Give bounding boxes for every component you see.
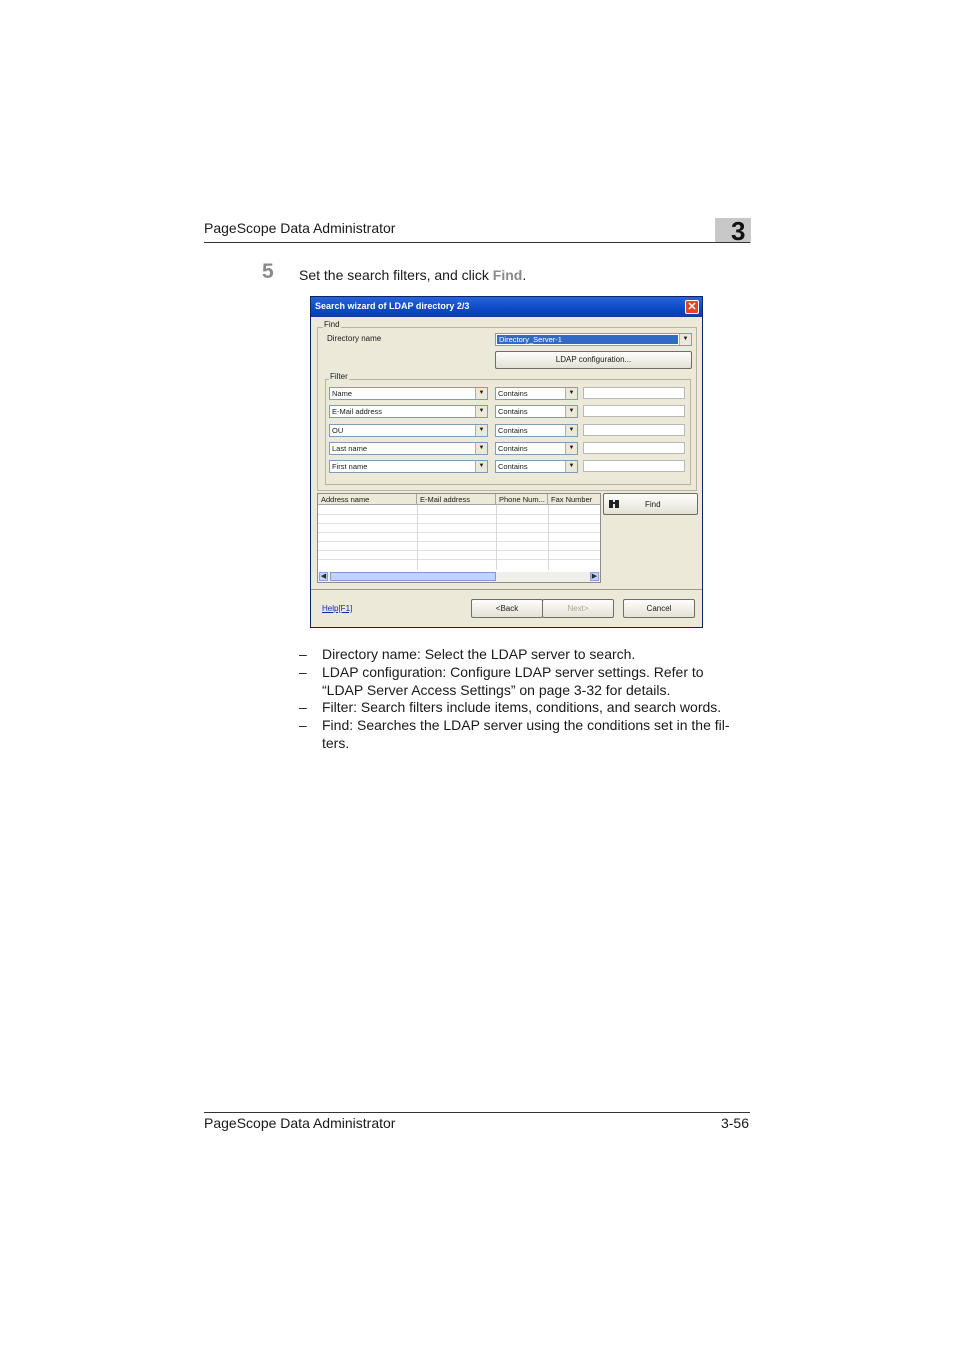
chevron-down-icon[interactable]: ▼ — [565, 443, 577, 454]
filter-item-value: Last name — [332, 444, 368, 453]
row-divider — [318, 532, 600, 533]
filter-condition-select[interactable] — [495, 405, 578, 418]
filter-condition-select[interactable] — [495, 460, 578, 473]
column-divider — [417, 505, 418, 570]
column-header[interactable]: Phone Num... — [496, 494, 548, 505]
back-button[interactable]: <Back — [471, 599, 543, 618]
bullet-dash: – — [299, 699, 307, 715]
filter-value-input[interactable] — [583, 405, 685, 417]
chevron-down-icon[interactable]: ▼ — [565, 388, 577, 399]
dialog-titlebar — [311, 297, 702, 317]
filter-condition-value: Contains — [498, 444, 528, 453]
step-find-keyword: Find — [492, 267, 523, 283]
filter-item-select[interactable] — [329, 424, 488, 437]
close-button[interactable]: ✕ — [685, 300, 699, 314]
scrollbar-thumb[interactable] — [330, 572, 496, 581]
footer-title: PageScope Data Administrator — [204, 1115, 396, 1131]
filter-item-select[interactable] — [329, 387, 488, 400]
filter-item-select[interactable] — [329, 405, 488, 418]
filter-condition-value: Contains — [498, 407, 528, 416]
column-header[interactable]: Address name — [318, 494, 417, 505]
scroll-left-icon[interactable]: ◀ — [320, 573, 327, 580]
bullet-text-continued: ters. — [322, 735, 350, 751]
bullet-dash: – — [299, 664, 307, 680]
chapter-number: 3 — [731, 216, 746, 246]
filter-condition-value: Contains — [498, 462, 528, 471]
dialog-title: Search wizard of LDAP directory 2/3 — [315, 301, 470, 311]
step-text-end: . — [522, 267, 527, 283]
dialog-separator — [311, 589, 702, 590]
header-title: PageScope Data Administrator — [204, 220, 396, 236]
chevron-down-icon[interactable]: ▼ — [565, 461, 577, 472]
filter-condition-select[interactable] — [495, 424, 578, 437]
row-divider — [318, 559, 600, 560]
footer-rule — [204, 1112, 750, 1113]
bullet-text: Find: Searches the LDAP server using the conditions set in the fil- — [322, 717, 730, 733]
filter-condition-select[interactable] — [495, 387, 578, 400]
filter-value-input[interactable] — [583, 424, 685, 436]
directory-name-label: Directory name — [327, 334, 382, 343]
row-divider — [318, 523, 600, 524]
filter-condition-select[interactable] — [495, 442, 578, 455]
bullet-text-continued: “LDAP Server Access Settings” on page 3-32 for details. — [322, 682, 671, 698]
chevron-down-icon[interactable]: ▼ — [565, 406, 577, 417]
chevron-down-icon[interactable]: ▼ — [475, 443, 487, 454]
column-header[interactable]: Fax Number — [548, 494, 600, 505]
filter-item-select[interactable] — [329, 442, 488, 455]
row-divider — [318, 550, 600, 551]
row-divider — [318, 541, 600, 542]
bullet-text: Directory name: Select the LDAP server to search. — [322, 646, 636, 662]
column-header[interactable]: E-Mail address — [417, 494, 496, 505]
step-instruction — [299, 267, 526, 283]
chevron-down-icon[interactable]: ▼ — [679, 334, 691, 345]
step-text: Set the search filters, and click — [299, 267, 493, 283]
filter-group-label: Filter — [330, 372, 348, 381]
ldap-search-dialog — [310, 296, 703, 628]
find-button[interactable] — [603, 493, 698, 515]
chevron-down-icon[interactable]: ▼ — [475, 461, 487, 472]
filter-item-value: E-Mail address — [332, 407, 383, 416]
filter-item-select[interactable] — [329, 460, 488, 473]
filter-value-input[interactable] — [583, 460, 685, 472]
bullet-dash: – — [299, 646, 307, 662]
binoculars-icon — [609, 500, 620, 509]
find-button-label: Find — [645, 500, 661, 509]
chevron-down-icon[interactable]: ▼ — [475, 406, 487, 417]
bullet-text: Filter: Search filters include items, conditions, and search words. — [322, 699, 722, 715]
row-divider — [318, 514, 600, 515]
header-rule — [204, 242, 750, 243]
column-divider — [548, 505, 549, 570]
cancel-button[interactable]: Cancel — [623, 599, 695, 618]
filter-condition-value: Contains — [498, 389, 528, 398]
filter-value-input[interactable] — [583, 387, 685, 399]
column-divider — [496, 505, 497, 570]
filter-condition-value: Contains — [498, 426, 528, 435]
filter-item-value: OU — [332, 426, 344, 435]
scroll-right-icon[interactable]: ▶ — [591, 573, 598, 580]
horizontal-scrollbar[interactable] — [318, 572, 600, 582]
directory-name-value: Directory_Server-1 — [497, 335, 678, 344]
filter-item-value: Name — [332, 389, 353, 398]
help-link[interactable]: Help[F1] — [322, 604, 353, 613]
results-table[interactable] — [317, 493, 601, 583]
next-button[interactable]: Next> — [542, 599, 614, 618]
page-number: 3-56 — [720, 1115, 749, 1131]
find-group-label: Find — [324, 320, 340, 329]
filter-item-value: First name — [332, 462, 368, 471]
filter-value-input[interactable] — [583, 442, 685, 454]
chevron-down-icon[interactable]: ▼ — [475, 388, 487, 399]
directory-name-select[interactable] — [495, 333, 692, 346]
step-number: 5 — [262, 260, 274, 283]
bullet-dash: – — [299, 717, 307, 733]
chevron-down-icon[interactable]: ▼ — [565, 425, 577, 436]
chevron-down-icon[interactable]: ▼ — [475, 425, 487, 436]
bullet-text: LDAP configuration: Configure LDAP server settings. Refer to — [322, 664, 704, 680]
ldap-configuration-button[interactable]: LDAP configuration... — [495, 351, 692, 369]
